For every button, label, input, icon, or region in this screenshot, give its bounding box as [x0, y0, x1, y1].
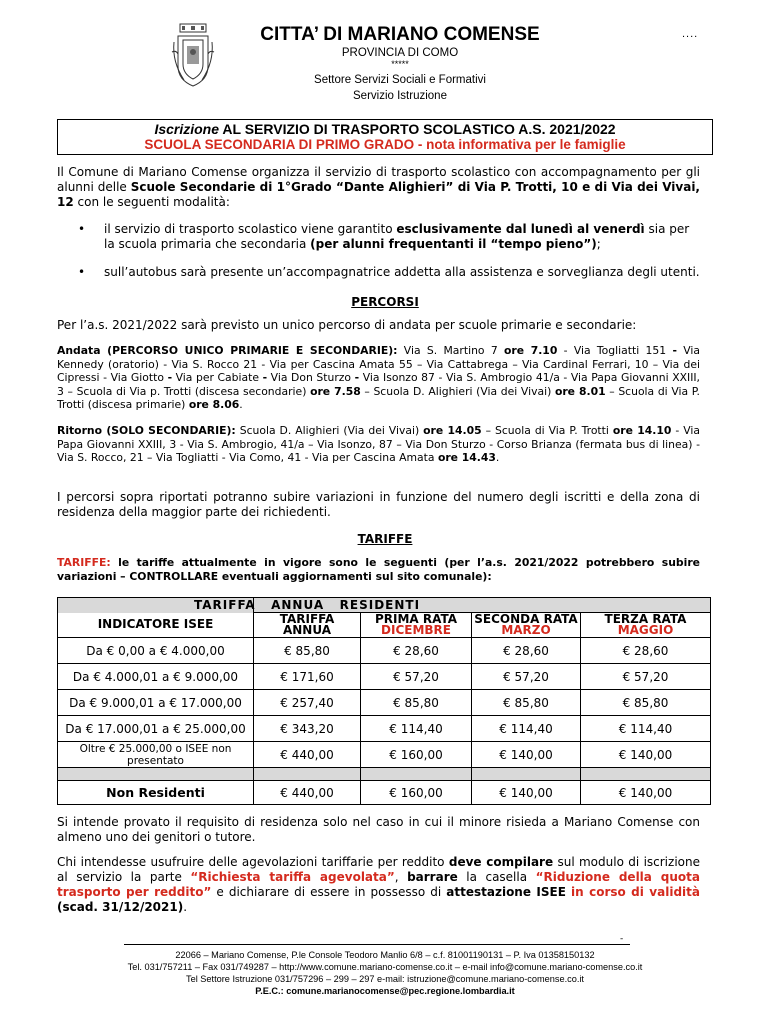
intro-text-end: con le seguenti modalità:: [73, 195, 230, 209]
andata-dash: -: [262, 371, 268, 385]
percorsi-note: I percorsi sopra riportati potranno subire variazioni in funzione del numero degli iscritti e della zona di residenza della maggior parte dei richiedenti.: [57, 490, 700, 519]
andata-text: Via Kennedy (oratorio) - Via S. Rocco 21 - Via per Cascina Amata 55 – Via Cattabrega – Via Cardinal Ferrari, 10 – Via dei Cipressi - Via Giotto: [57, 344, 701, 385]
andata-text: Via S. Martino 7: [397, 344, 504, 357]
andata-text: Via Don Sturzo: [267, 371, 355, 385]
col-seconda-l1: SECONDA RATA: [474, 612, 578, 626]
bullet-2: sull’autobus sarà presente un’accompagnatrice addetta alla assistenza e sorveglianza degli utenti.: [104, 265, 700, 279]
table-title-text: TARIFFA ANNUA RESIDENTI: [194, 598, 421, 612]
col-prima: [361, 613, 472, 638]
cell-isee: Oltre € 25.000,00 o ISEE non presentato: [58, 742, 254, 768]
ritorno-time: ore 14.05: [423, 424, 482, 437]
agev-text: sul modulo di iscrizione al servizio la parte: [57, 855, 700, 884]
col-terza: [581, 613, 711, 638]
col-prima-l1: PRIMA RATA: [374, 612, 458, 626]
cell-prima: € 28,60: [361, 638, 472, 664]
cell-terza: € 140,00: [581, 781, 711, 805]
percorsi-intro: Per l’a.s. 2021/2022 sarà previsto un unico percorso di andata per scuole primarie e secondarie:: [57, 318, 637, 332]
ritorno-text: Scuola D. Alighieri (Via dei Vivai): [235, 424, 424, 437]
intro-paragraph: [57, 165, 700, 210]
cell-seconda: € 114,40: [472, 716, 581, 742]
agev-end: .: [183, 900, 188, 914]
cell-isee: Da € 4.000,01 a € 9.000,00: [58, 664, 254, 690]
cell-terza: € 28,60: [581, 638, 711, 664]
agev-red: in corso di validità: [571, 885, 700, 899]
bullet-dot: •: [78, 222, 86, 236]
ritorno-end: .: [495, 451, 500, 465]
b1-bold: esclusivamente dal lunedì al venerdì: [396, 222, 645, 236]
cell-isee: Da € 9.000,01 a € 17.000,00: [58, 690, 254, 716]
cell-seconda: € 85,80: [472, 690, 581, 716]
ritorno-paragraph: [57, 424, 700, 465]
footer-pec: P.E.C.: comune.marianocomense@pec.regione.lombardia.it: [255, 986, 515, 996]
ritorno-time: ore 14.43: [437, 451, 496, 465]
header-stars: *****: [391, 59, 409, 69]
b1-text2: sia per la scuola primaria che secondaria: [104, 222, 690, 251]
cell-seconda: € 28,60: [472, 638, 581, 664]
andata-text: – Scuola di Via P. Trotti (discesa primarie): [57, 384, 700, 412]
agev-bold: deve compilare: [448, 855, 554, 869]
cell-terza: € 85,80: [581, 690, 711, 716]
col-prima-l2: DICEMBRE: [381, 623, 451, 637]
cell-isee: Da € 0,00 a € 4.000,00: [58, 638, 254, 664]
cell-annua: € 440,00: [254, 781, 361, 805]
bullet-dot: •: [78, 265, 86, 279]
coat-of-arms-icon: [170, 22, 216, 92]
col-seconda-l2: MARZO: [501, 623, 551, 637]
header-dots: ....: [682, 28, 699, 40]
andata-dash: -: [672, 344, 677, 357]
andata-text: – Scuola D. Alighieri (Via dei Vivai): [360, 384, 555, 398]
b1-text: il servizio di trasporto scolastico viene garantito: [104, 222, 397, 236]
cell-prima: € 160,00: [361, 742, 472, 768]
province: PROVINCIA DI COMO: [341, 47, 459, 59]
col-seconda: [472, 613, 581, 638]
cell-seconda: € 140,00: [472, 742, 581, 768]
footer-divider: [124, 944, 630, 945]
agev-red: “Riduzione della quota trasporto per reddito”: [57, 870, 700, 899]
tariffe-text: le tariffe attualmente in vigore sono le seguenti (per l’a.s. 2021/2022 potrebbero subire variazioni – CONTROLLARE eventuali aggiornamenti sul sito comunale):: [57, 556, 700, 583]
andata-time: ore 7.10: [504, 344, 558, 357]
tariffe-heading: TARIFFE: [357, 532, 413, 546]
tariffe-label: TARIFFE:: [57, 556, 111, 569]
city-title: CITTA’ DI MARIANO COMENSE: [260, 24, 540, 45]
ritorno-text: – Scuola di Via P. Trotti: [481, 424, 613, 437]
title-sub: SCUOLA SECONDARIA DI PRIMO GRADO - nota informativa per le famiglie: [144, 137, 626, 152]
ritorno-time: ore 14.10: [612, 424, 672, 437]
gray-cell: [58, 768, 254, 781]
cell-terza: € 140,00: [581, 742, 711, 768]
percorsi-heading: PERCORSI: [351, 295, 419, 309]
agev-red: “Richiesta tariffa agevolata”: [190, 870, 395, 884]
cell-prima: € 114,40: [361, 716, 472, 742]
b1-bold2: (per alunni frequentanti il “tempo pieno”): [310, 237, 597, 251]
agev-text: Chi intendesse usufruire delle agevolazioni tariffarie per reddito: [57, 855, 449, 869]
intro-text: Il Comune di Mariano Comense organizza il servizio di trasporto scolastico con accompagnamento per gli alunni delle: [57, 165, 700, 194]
table-title-row: [58, 598, 711, 613]
tariffe-paragraph: [57, 556, 700, 583]
andata-label: Andata (PERCORSO UNICO PRIMARIE E SECONDARIE):: [57, 344, 398, 357]
andata-text: - Via Togliatti 151: [557, 344, 673, 357]
table-row: [58, 638, 711, 664]
residenza-paragraph: Si intende provato il requisito di residenza solo nel caso in cui il minore risieda a Mariano Comense con almeno uno dei genitori o tutore.: [57, 815, 700, 844]
table-title: [194, 598, 711, 613]
cell-seconda: € 140,00: [472, 781, 581, 805]
agev-bold: (scad. 31/12/2021): [57, 900, 184, 914]
andata-time: ore 8.01: [554, 384, 606, 398]
footer-istruzione: Tel Settore Istruzione 031/757296 – 299 – 297 e-mail: istruzione@comune.mariano-comense.co.it: [186, 974, 584, 984]
andata-text: Via Isonzo 87 - Via S. Ambrogio 41/a - Via Papa Giovanni XXIII, 3 – Scuola di Via p. Trotti (discesa secondarie): [57, 371, 700, 398]
cell-non-residenti: Non Residenti: [58, 781, 254, 805]
table-row: [58, 716, 711, 742]
title-main: AL SERVIZIO DI TRASPORTO SCOLASTICO A.S. 2021/2022: [222, 121, 616, 137]
footer-contacts: Tel. 031/757211 – Fax 031/749287 – http://www.comune.mariano-comense.co.it – e-mail info@comune.mariano-comense.co.it: [127, 962, 643, 972]
intro-schools: Scuole Secondarie di 1°Grado “Dante Alighieri” di Via P. Trotti, 10 e di Via dei Vivai, 12: [57, 180, 700, 209]
cell-annua: € 171,60: [254, 664, 361, 690]
cell-prima: € 85,80: [361, 690, 472, 716]
title-italic: Iscrizione: [154, 121, 220, 137]
table-gray-spacer: [58, 768, 711, 781]
cell-prima: € 160,00: [361, 781, 472, 805]
col-annua-l1: TARIFFA: [279, 612, 335, 626]
andata-dash: -: [354, 371, 360, 385]
gray-cell: [581, 768, 711, 781]
cell-annua: € 257,40: [254, 690, 361, 716]
table-header-row: [58, 613, 711, 638]
col-annua: [254, 613, 361, 638]
title-box: [57, 119, 713, 155]
agev-bold: barrare: [407, 870, 458, 884]
agevolazioni-paragraph: [57, 855, 700, 915]
footer-dash: -: [620, 934, 624, 944]
cell-annua: € 440,00: [254, 742, 361, 768]
table-row: [58, 664, 711, 690]
andata-paragraph: [57, 344, 700, 412]
tariff-table: [57, 597, 711, 805]
b1-end: ;: [596, 237, 601, 251]
col-isee: INDICATORE ISEE: [58, 613, 254, 638]
cell-prima: € 57,20: [361, 664, 472, 690]
cell-annua: € 85,80: [254, 638, 361, 664]
cell-terza: € 57,20: [581, 664, 711, 690]
agev-bold: attestazione ISEE: [446, 885, 566, 899]
col-annua-l2: ANNUA: [282, 623, 332, 637]
gray-cell: [254, 768, 361, 781]
bullet-1: [104, 222, 700, 252]
andata-time: ore 8.06: [188, 398, 240, 412]
gray-cell: [472, 768, 581, 781]
col-terza-l1: TERZA RATA: [604, 612, 687, 626]
ritorno-label: Ritorno (SOLO SECONDARIE):: [57, 424, 236, 437]
andata-dash: -: [167, 371, 173, 385]
agev-text: la casella: [457, 870, 536, 884]
gray-cell: [361, 768, 472, 781]
ritorno-text: - Via Papa Giovanni XXIII, 3 - Via S. Ambrogio, 41/a – Via Isonzo, 87 – Via Don Sturzo - Corso Brianza (fermata bus di linea) - Via S. Rocco, 21 – Via Togliatti - Via Como, 41 - Via per Cascina Amata: [57, 424, 700, 465]
table-row: [58, 742, 711, 768]
agev-text: e dichiarare di essere in possesso di: [211, 885, 447, 899]
footer-address: 22066 – Mariano Comense, P.le Console Teodoro Manlio 6/8 – c.f. 81001190131 – P. Iva 01358150132: [175, 950, 595, 960]
andata-end: .: [239, 398, 243, 412]
andata-text: Via per Cabiate: [172, 371, 263, 385]
andata-time: ore 7.58: [310, 384, 361, 398]
table-row-non-residenti: [58, 781, 711, 805]
cell-seconda: € 57,20: [472, 664, 581, 690]
cell-isee: Da € 17.000,01 a € 25.000,00: [58, 716, 254, 742]
cell-terza: € 114,40: [581, 716, 711, 742]
table-row: [58, 690, 711, 716]
agev-text: ,: [394, 870, 408, 884]
sector: Settore Servizi Sociali e Formativi: [314, 74, 486, 86]
cell-annua: € 343,20: [254, 716, 361, 742]
service: Servizio Istruzione: [353, 90, 447, 102]
col-terza-l2: MAGGIO: [617, 623, 674, 637]
